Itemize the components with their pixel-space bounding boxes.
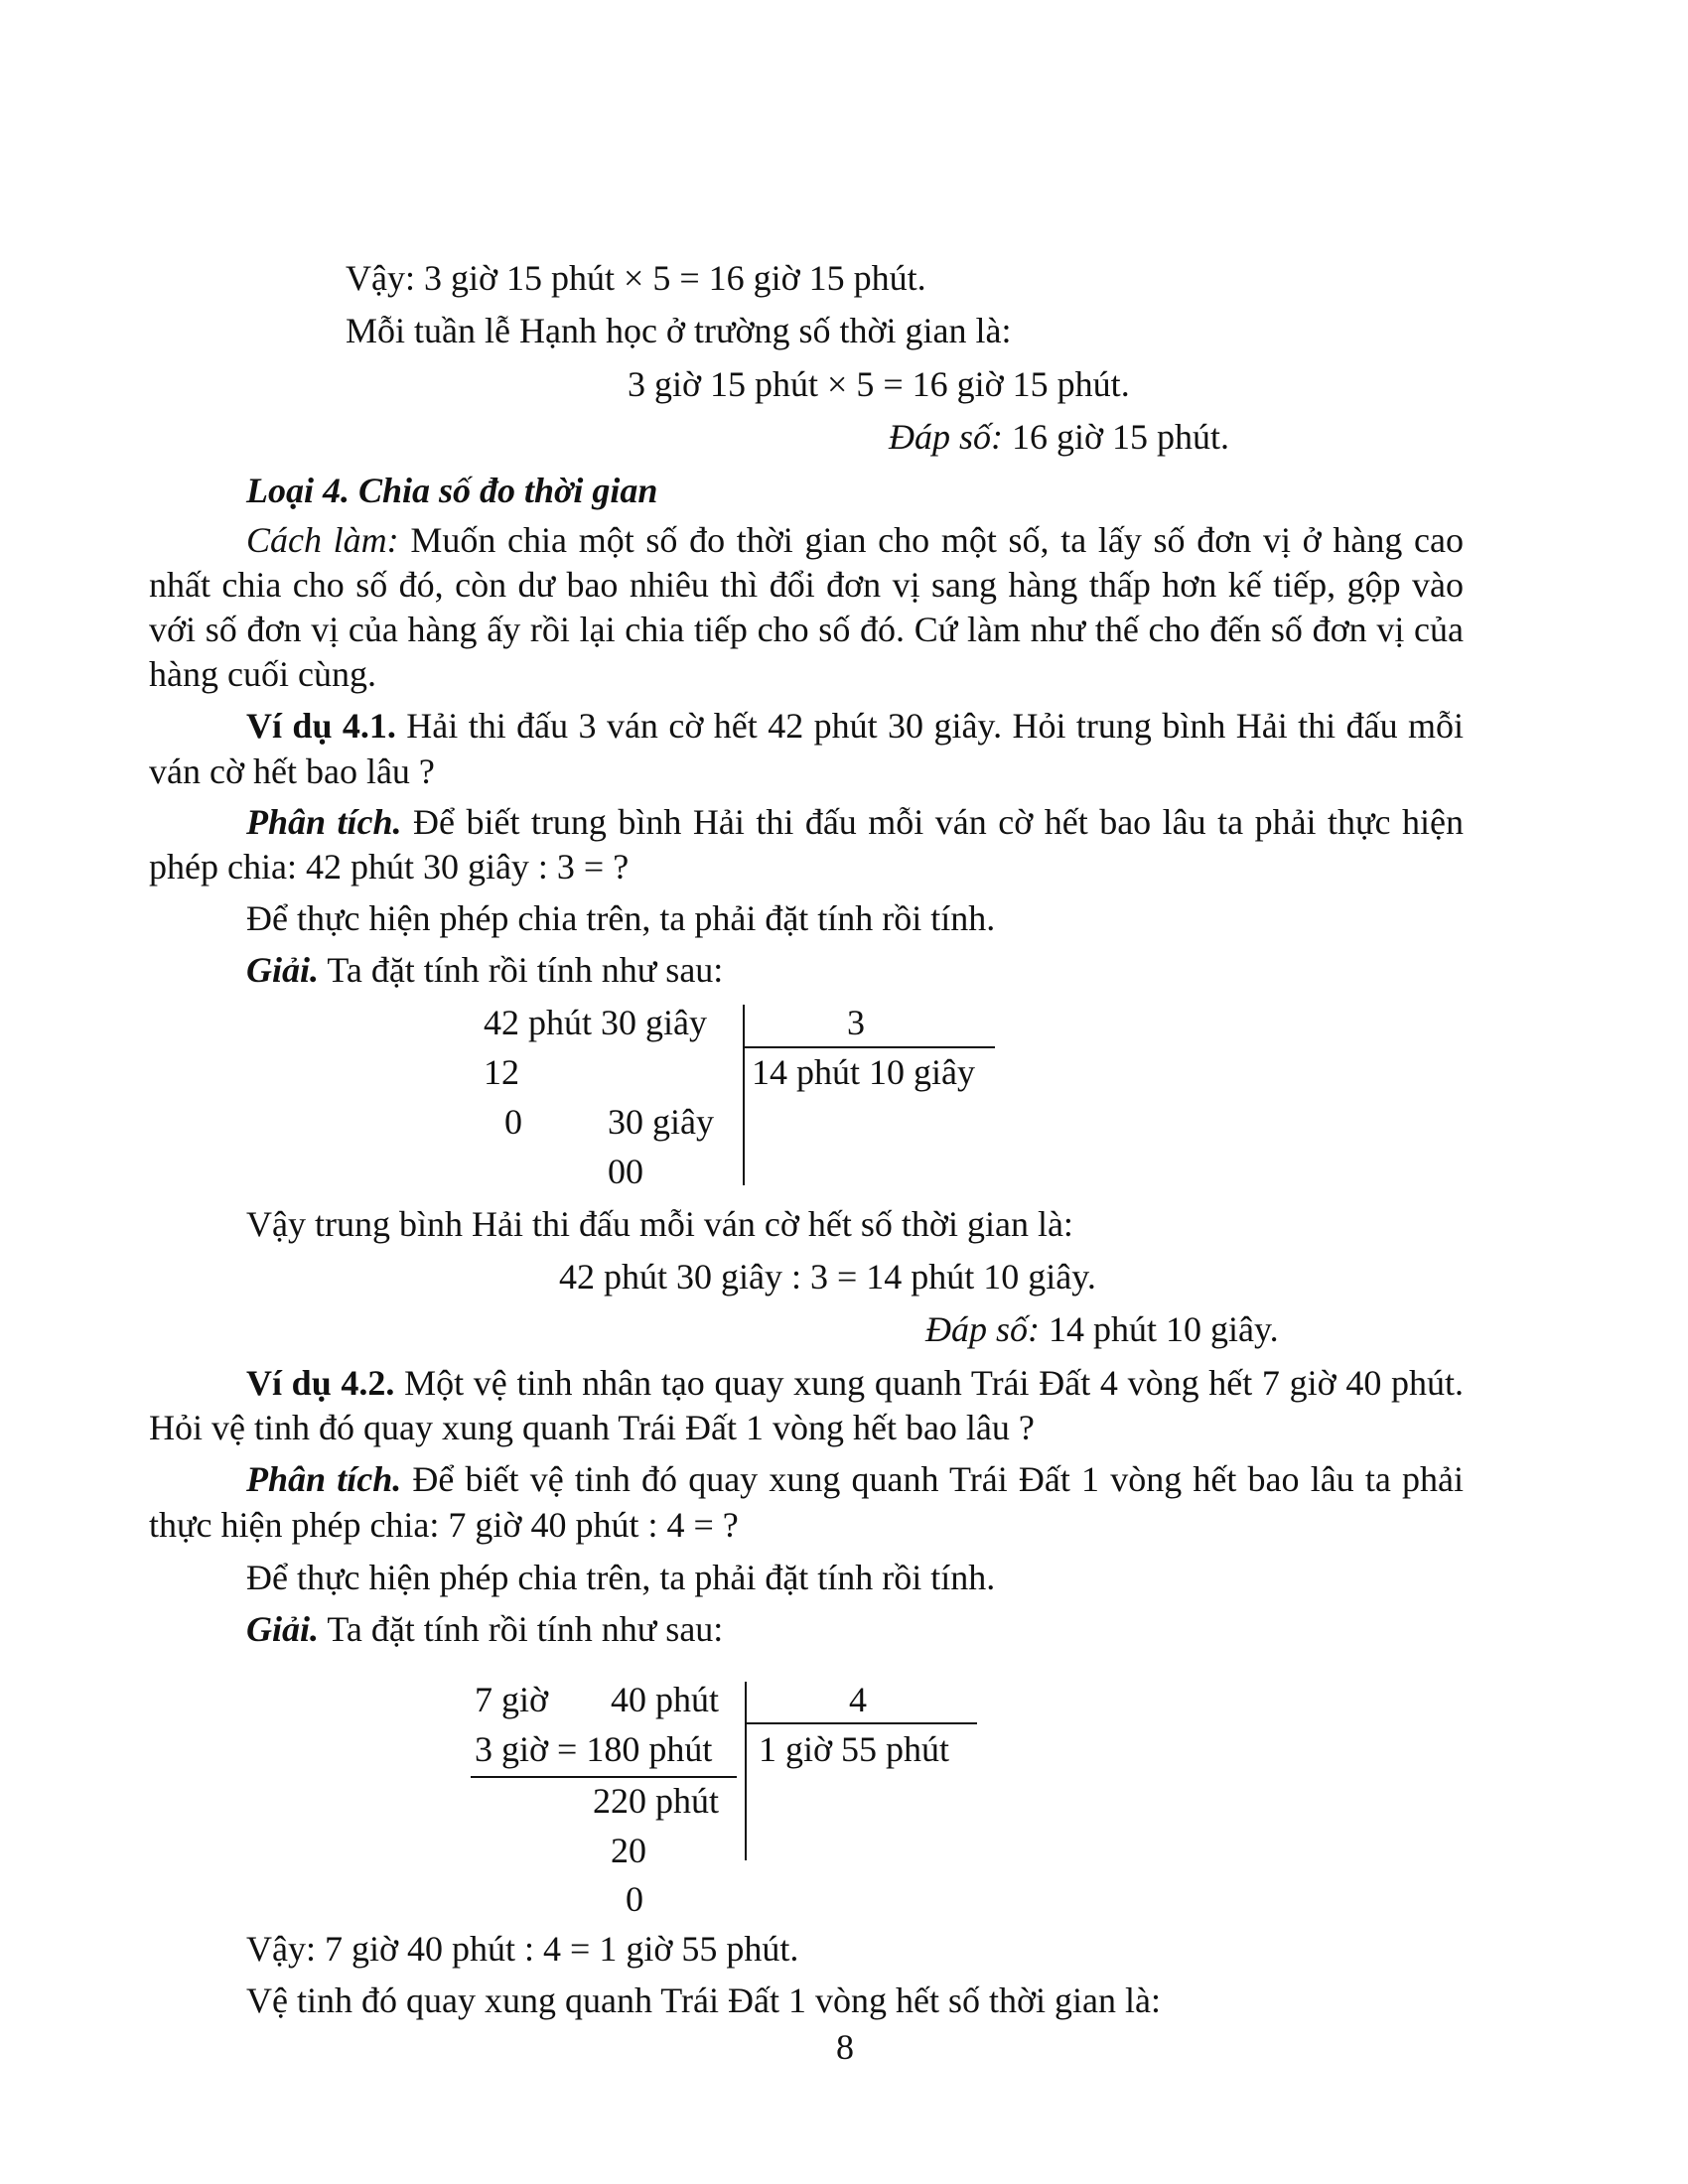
analysis-line: phép chia: 42 phút 30 giây : 3 = ? [149,847,630,887]
method-label: Cách làm: [246,520,399,560]
text-line: Vậy: 7 giờ 40 phút : 4 = 1 giờ 55 phút. [246,1929,799,1969]
section-heading: Loại 4. Chia số đo thời gian [246,471,658,510]
division-bar [745,1682,747,1860]
answer-value: 14 phút 10 giây. [1040,1309,1279,1349]
division-step: 0 [626,1879,643,1919]
quotient: 14 phút 10 giây [752,1052,975,1092]
dividend: 40 phút [611,1680,720,1719]
dividend: 7 giờ [475,1680,549,1719]
text-line: Để thực hiện phép chia trên, ta phải đặt tính rồi tính. [246,898,996,938]
solve-label: Giải. [246,1609,320,1649]
solve-line: Giải. Ta đặt tính rồi tính như sau: [246,950,724,990]
answer-line [889,415,1229,459]
quotient: 1 giờ 55 phút [759,1729,950,1769]
division-step: 12 [484,1052,519,1092]
division-step: 30 giây [608,1102,714,1142]
division-step: 3 giờ = 180 phút [475,1729,713,1769]
subtraction-line [471,1776,737,1778]
solve-label: Giải. [246,950,320,990]
division-step: 00 [608,1152,643,1191]
text-line: Để thực hiện phép chia trên, ta phải đặt tính rồi tính. [246,1558,996,1597]
answer-line [925,1307,1279,1351]
method-paragraph-line: với số đơn vị của hàng ấy rồi lại chia tiếp cho số đó. Cứ làm như thế cho đến số đơn vị của [149,610,1464,649]
divisor-underline [745,1046,995,1048]
equation-line: 42 phút 30 giây : 3 = 14 phút 10 giây. [559,1257,1096,1297]
dividend: 42 phút 30 giây [484,1003,707,1042]
answer-label: Đáp số: [889,417,1003,457]
division-step: 220 phút [593,1781,720,1821]
answer-value: 16 giờ 15 phút. [1003,417,1230,457]
example-line: Hỏi vệ tinh đó quay xung quanh Trái Đất 1 vòng hết bao lâu ? [149,1408,1035,1447]
solve-line: Giải. Ta đặt tính rồi tính như sau: [246,1609,724,1649]
example-label: Ví dụ 4.1. [246,706,396,746]
example-line: Ví dụ 4.2. Một vệ tinh nhân tạo quay xung quanh Trái Đất 4 vòng hết 7 giờ 40 phút. [246,1363,1465,1403]
divisor: 3 [847,1003,865,1042]
equation-line: 3 giờ 15 phút × 5 = 16 giờ 15 phút. [628,364,1130,404]
divisor: 4 [849,1680,867,1719]
analysis-label: Phân tích. [246,1459,402,1499]
analysis-label: Phân tích. [246,802,402,842]
answer-label: Đáp số: [925,1309,1040,1349]
method-paragraph-line: Cách làm: Muốn chia một số đo thời gian cho một số, ta lấy số đơn vị ở hàng cao [246,520,1464,560]
example-label: Ví dụ 4.2. [246,1363,395,1403]
method-paragraph-line: nhất chia cho số đó, còn dư bao nhiêu thì đổi đơn vị sang hàng thấp hơn kế tiếp, gộp vào [149,565,1464,605]
text-line: Mỗi tuần lễ Hạnh học ở trường số thời gian là: [346,311,1012,350]
text-line: Vậy trung bình Hải thi đấu mỗi ván cờ hết số thời gian là: [246,1204,1073,1244]
method-paragraph-line: hàng cuối cùng. [149,654,376,694]
divisor-underline [747,1722,977,1724]
analysis-line: Phân tích. Để biết trung bình Hải thi đấu mỗi ván cờ hết bao lâu ta phải thực hiện [246,802,1464,842]
division-bar [743,1005,745,1185]
division-step: 20 [611,1831,646,1870]
example-line: Ví dụ 4.1. Hải thi đấu 3 ván cờ hết 42 phút 30 giây. Hỏi trung bình Hải thi đấu mỗi [246,706,1464,746]
analysis-line: thực hiện phép chia: 7 giờ 40 phút : 4 = ? [149,1505,739,1545]
division-step: 0 [504,1102,522,1142]
text-line: Vậy: 3 giờ 15 phút × 5 = 16 giờ 15 phút. [346,258,926,298]
page-number: 8 [836,2027,854,2067]
text-line: Vệ tinh đó quay xung quanh Trái Đất 1 vòng hết số thời gian là: [246,1980,1161,2020]
example-line: ván cờ hết bao lâu ? [149,751,435,791]
analysis-line: Phân tích. Để biết vệ tinh đó quay xung quanh Trái Đất 1 vòng hết bao lâu ta phải [246,1459,1464,1499]
